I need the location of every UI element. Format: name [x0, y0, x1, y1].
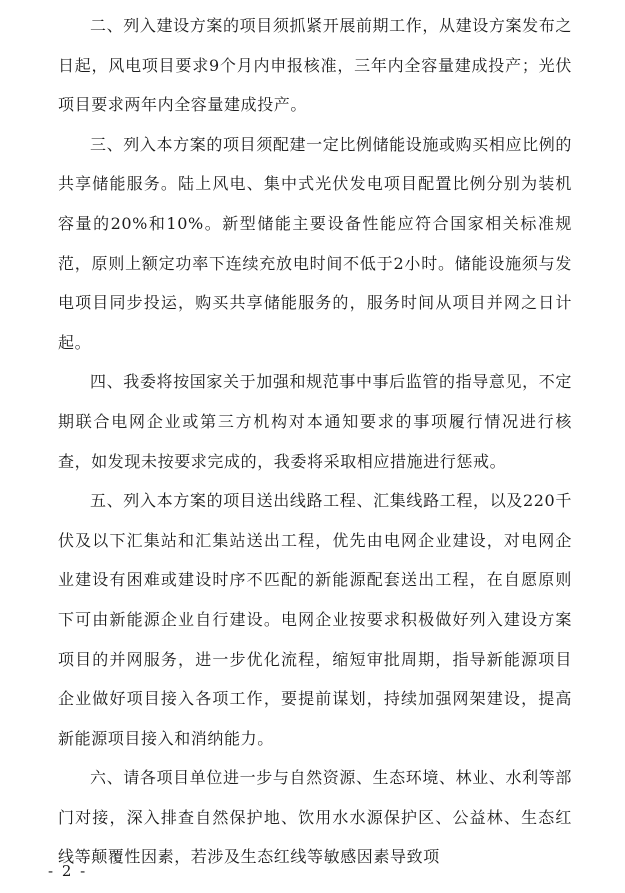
document-body [58, 6, 572, 877]
paragraph-item-3: 三、列入本方案的项目须配建一定比例储能设施或购买相应比例的共享储能服务。陆上风电、集中式光伏发电项目配置比例分别为装机容量的20%和10%。新型储能主要设备性能应符合国家相关标准规范，原则上额定功率下连续充放电时间不低于2小时。储能设施须与发电项目同步投运，购买共享储能服务的，服务时间从项目并网之日计起。 [58, 134, 572, 352]
paragraph-item-5: 五、列入本方案的项目送出线路工程、汇集线路工程，以及220千伏及以下汇集站和汇集站送出工程，优先由电网企业建设，对电网企业建设有困难或建设时序不匹配的新能源配套送出工程，在自愿原则下可由新能源企业自行建设。电网企业按要求积极做好列入建设方案项目的并网服务，进一步优化流程，缩短审批周期，指导新能源项目企业做好项目接入各项工作，要提前谋划，持续加强网架建设，提高新能源项目接入和消纳能力。 [58, 491, 572, 748]
paragraph-item-6: 六、请各项目单位进一步与自然资源、生态环境、林业、水利等部门对接，深入排查自然保护地、饮用水水源保护区、公益林、生态红线等颠覆性因素，若涉及生态红线等敏感因素导致项 [58, 768, 572, 867]
paragraph-item-2: 二、列入建设方案的项目须抓紧开展前期工作，从建设方案发布之日起，风电项目要求9个月内申报核准，三年内全容量建成投产；光伏项目要求两年内全容量建成投产。 [58, 16, 572, 115]
page-number: - 2 - [48, 862, 88, 880]
paragraph-item-4: 四、我委将按国家关于加强和规范事中事后监管的指导意见，不定期联合电网企业或第三方机构对本通知要求的事项履行情况进行核查，如发现未按要求完成的，我委将采取相应措施进行惩戒。 [58, 372, 572, 471]
